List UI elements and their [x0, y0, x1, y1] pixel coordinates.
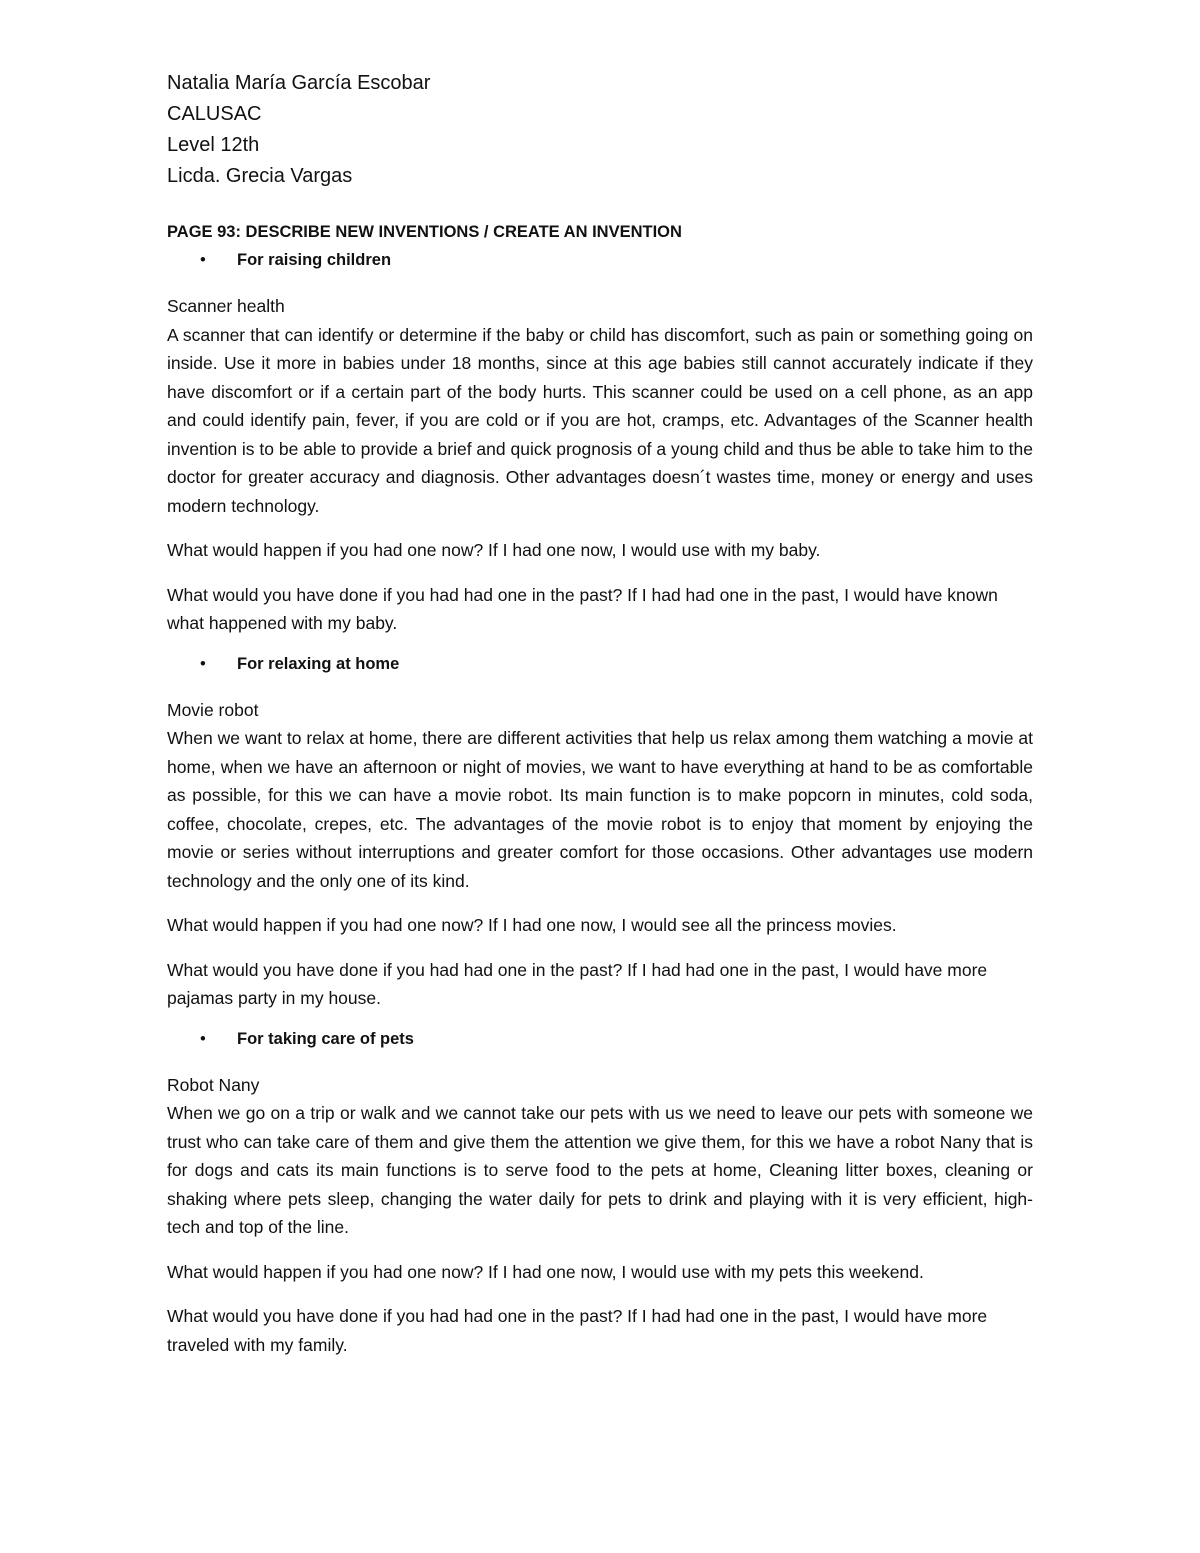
bullet-icon: • — [200, 654, 206, 673]
bullet-item — [167, 246, 1033, 274]
level: Level 12th — [167, 134, 260, 156]
section-taking-care-of-pets — [167, 1025, 1033, 1360]
question-now: What would happen if you had one now? If I had one now, I would use with my baby. — [167, 540, 821, 560]
invention-description: When we go on a trip or walk and we cannot take our pets with us we need to leave our pets with someone we trust who can take care of them and give them the attention we give them, for this we have a robot Nany that is for dogs and cats its main functions is to serve food to the pets at home, Cleaning litter boxes, cleaning or shaking where pets sleep, changing the water daily for pets to drink and playing with it is very efficient, high-tech and top of the line. — [167, 1103, 1033, 1237]
section-raising-children — [167, 246, 1033, 638]
bullet-item — [167, 650, 1033, 678]
assignment-heading: PAGE 93: DESCRIBE NEW INVENTIONS / CREATE AN INVENTION — [167, 223, 682, 241]
teacher: Licda. Grecia Vargas — [167, 165, 353, 187]
question-now: What would happen if you had one now? If I had one now, I would see all the princess movies. — [167, 915, 897, 935]
document-page — [167, 68, 1033, 1359]
bullet-label: For relaxing at home — [237, 654, 400, 673]
bullet-icon: • — [200, 1029, 206, 1048]
bullet-icon: • — [200, 251, 206, 269]
bullet-item — [167, 1025, 1033, 1053]
bullet-label: For taking care of pets — [237, 1029, 414, 1048]
bullet-label: For raising children — [237, 251, 392, 269]
question-past: What would you have done if you had had one in the past? If I had had one in the past, I would have more pajamas party in my house. — [167, 959, 988, 1008]
author-name: Natalia María García Escobar — [167, 72, 431, 94]
section-relaxing-at-home — [167, 650, 1033, 1013]
invention-title: Robot Nany — [167, 1074, 260, 1095]
invention-description: A scanner that can identify or determine if the baby or child has discomfort, such as pain or something going on inside. Use it more in babies under 18 months, since at this age babies still cannot accurately indicate if they have discomfort or if a certain part of the body hurts. This scanner could be used on a cell phone, as an app and could identify pain, fever, if you are cold or if you are hot, cramps, etc. Advantages of the Scanner health invention is to be able to provide a brief and quick prognosis of a young child and thus be able to take him to the doctor for greater accuracy and diagnosis. Other advantages doesn´t wastes time, money or energy and uses modern technology. — [167, 324, 1033, 516]
question-past: What would you have done if you had had one in the past? If I had had one in the past, I would have known what happened with my baby. — [167, 584, 998, 633]
question-past: What would you have done if you had had one in the past? If I had had one in the past, I would have more traveled with my family. — [167, 1306, 988, 1355]
invention-description: When we want to relax at home, there are different activities that help us relax among them watching a movie at home, when we have an afternoon or night of movies, we want to have everything at hand to be as comfortable as possible, for this we can have a movie robot. Its main function is to make popcorn in minutes, cold soda, coffee, chocolate, crepes, etc. The advantages of the movie robot is to enjoy that moment by enjoying the movie or series without interruptions and greater comfort for those occasions. Other advantages use modern technology and the only one of its kind. — [167, 728, 1033, 891]
invention-title: Scanner health — [167, 296, 285, 316]
question-now: What would happen if you had one now? If I had one now, I would use with my pets this weekend. — [167, 1261, 924, 1282]
invention-title: Movie robot — [167, 699, 259, 720]
institution: CALUSAC — [167, 103, 262, 125]
